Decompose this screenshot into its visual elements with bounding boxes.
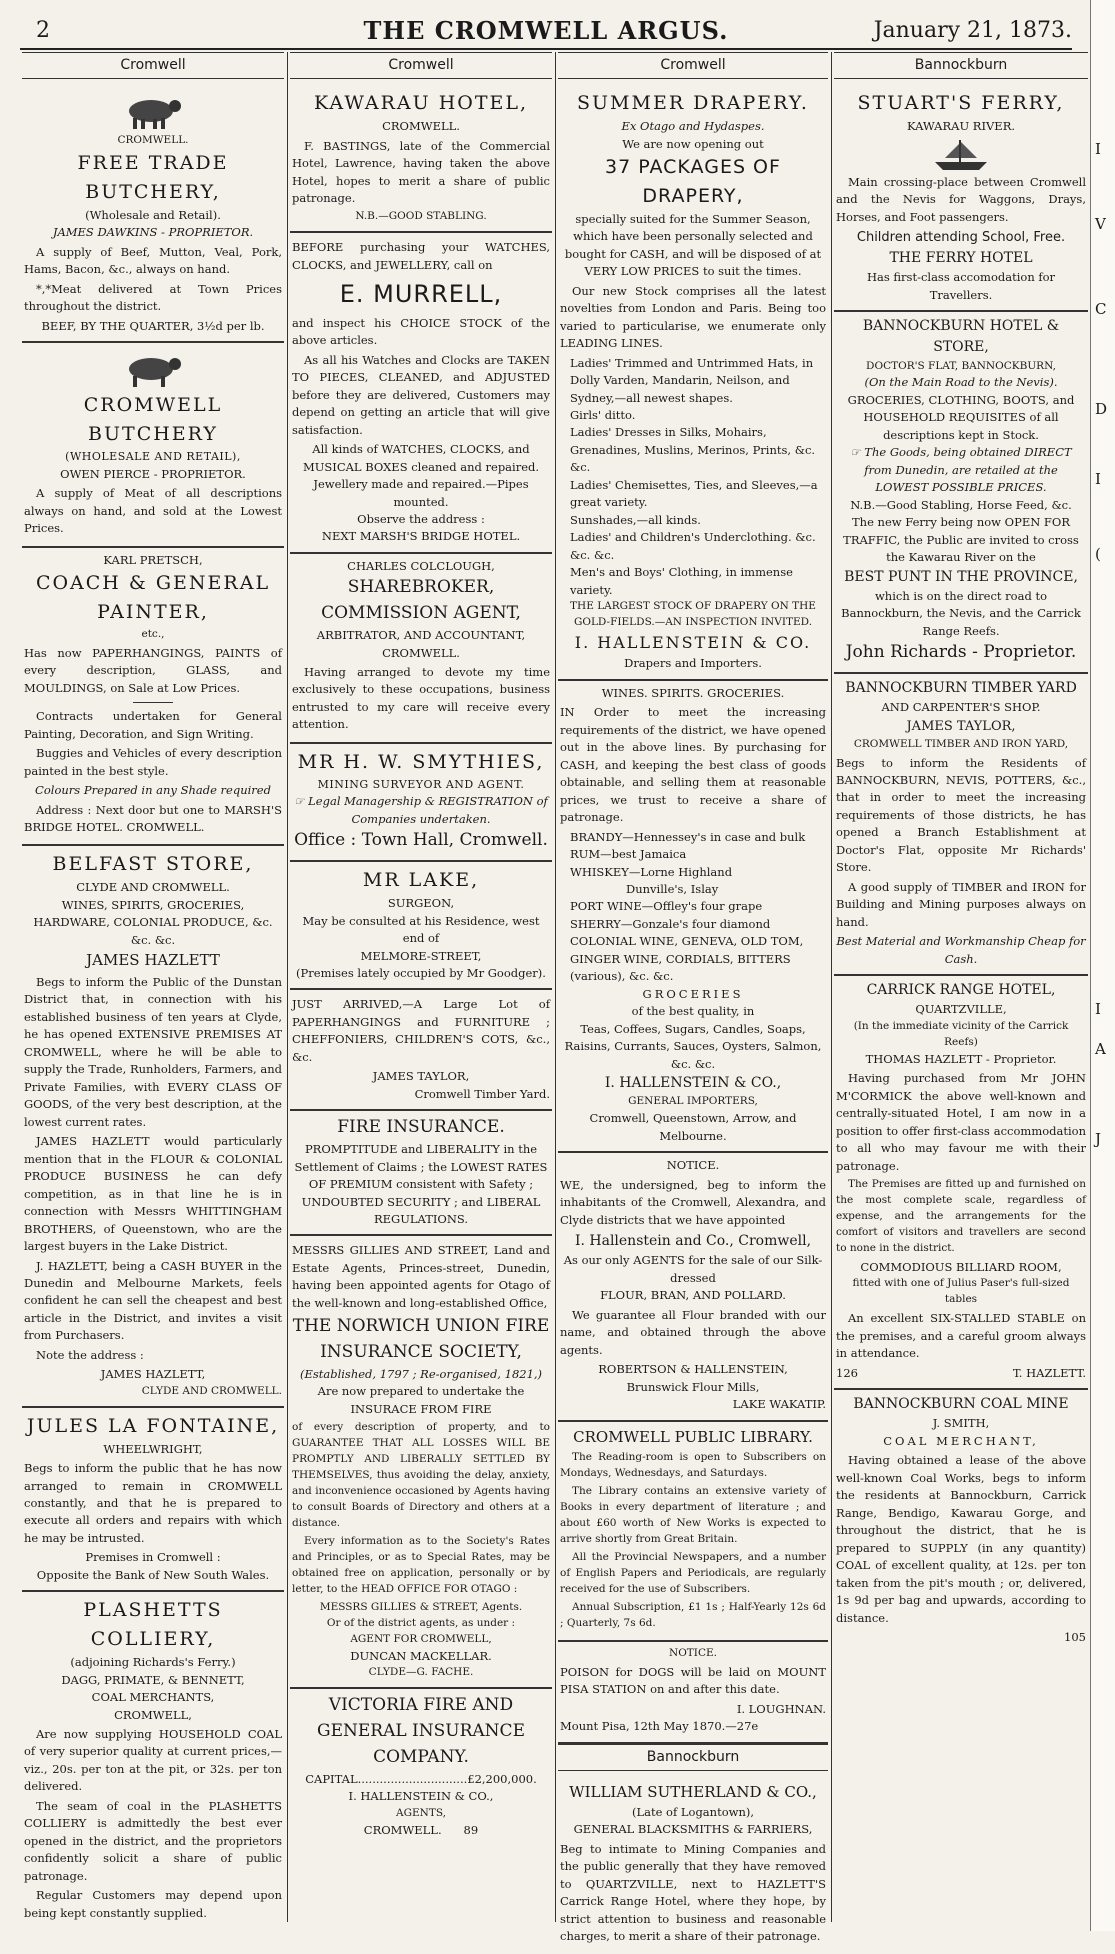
list-item: WHISKEY—Lorne Highland [570,864,733,879]
place: CROMWELL. [117,134,189,147]
ad-signature: LAKE WAKATIP. [732,1397,826,1412]
ad-nb: N.B.—GOOD STABLING. [355,210,487,223]
ad-trade: COAL MERCHANT, [883,1433,1039,1448]
column-rule [831,52,832,1922]
ad-title: BANNOCKBURN COAL MINE [853,1396,1069,1413]
ad-title: WILLIAM SUTHERLAND & CO., [569,1783,817,1802]
ad-body: We guarantee all Flour branded with our name, and obtained through the above agents. [560,1307,826,1357]
ad-body: A supply of Beef, Mutton, Veal, Pork, Hams, Bacon, &c., always on hand. [24,244,282,277]
item-list [560,355,826,600]
ad-body: The Reading-room is open to Subscribers on Mondays, Wednesdays, and Saturdays. [560,1451,826,1480]
ad-plashetts-colliery [22,1592,284,1930]
ad-body: Begs to inform the Public of the Dunstan District that, in connection with his established business of ten years at Clyde, he has opened EXTENSIVE PREMISES AT CROMWELL, where he will be able to supply the Trade, Runholders, Farmers, and Private Families, with EVERY CLASS OF GOODS, of the very best description, at the lowest current rates. [24,975,282,1129]
ad-sub: CLYDE AND CROMWELL. [76,880,230,895]
ad-body: Contracts undertaken for General Painting, Decoration, and Sign Writing. [24,709,282,741]
ad-title: FREE TRADE BUTCHERY, [77,152,229,204]
column-header: Bannockburn [834,52,1088,79]
ad-title: BANNOCKBURN TIMBER YARD [845,680,1077,697]
ad-body: All kinds of WATCHES, CLOCKS, and MUSICAL BOXES cleaned and repaired. [302,442,540,474]
ad-children: Children attending School, Free. [856,230,1066,246]
ad-gillies-street [290,1236,552,1689]
ad-signature: ROBERTSON & HALLENSTEIN, [598,1362,788,1377]
list-item: Ladies' Dresses in Silks, Mohairs, Grenadines, Muslins, Merinos, Prints, &c. &c. [570,425,816,475]
ad-body: POISON for DOGS will be laid on MOUNT PISA STATION on and after this date. [560,1664,826,1697]
ad-best: of the best quality, in [631,1004,755,1019]
ad-wines-spirits [558,681,828,1153]
ad-sub: DOCTOR'S FLAT, BANNOCKBURN, [866,359,1056,372]
ad-title: CROMWELL BUTCHERY [83,394,223,446]
ad-yard: CROMWELL TIMBER AND IRON YARD, [853,737,1069,750]
ad-proprietor: THOMAS HAZLETT - Proprietor. [865,1051,1057,1066]
ad-premises: Premises in Cromwell : [85,1550,221,1565]
ad-coal-mine [834,1390,1088,1652]
ad-address: NEXT MARSH'S BRIDGE HOTEL. [321,529,521,544]
list-item: Men's and Boys' Clothing, in immense variety. [570,565,793,597]
ad-vicinity: (In the immediate vicinity of the Carrick Reefs) [853,1019,1069,1048]
ad-groceries: GROCERIES [642,986,744,1001]
ad-body: Jewellery made and repaired.—Pipes mounted. [313,477,529,509]
ad-address: Address : Next door but one to MARSH'S BRIDGE HOTEL. CROMWELL. [24,802,282,834]
ad-ferry: The new Ferry being now OPEN FOR TRAFFIC, the Public are invited to cross the Kawarau River on the [843,515,1079,565]
ad-firm: I. HALLENSTEIN & CO., [604,1075,782,1092]
ad-body: Main crossing-place between Cromwell and the Nevis for Waggons, Drays, Horses, and Foot passengers. [836,174,1086,224]
ad-place: CROMWELL. [382,645,460,660]
ad-title: MR H. W. SMYTHIES, [297,750,545,773]
column-rule [287,52,288,1922]
list-item: Ladies' and Children's Underclothing. &c. &c. &c. [570,530,816,562]
ad-header: NOTICE. [666,1158,720,1173]
ad-punt: BEST PUNT IN THE PROVINCE, [844,568,1078,585]
ad-place: Cromwell Timber Yard. [414,1086,550,1101]
ad-name: JAMES HAZLETT [86,951,220,970]
ad-body: PROMPTITUDE and LIBERALITY in the Settlement of Claims ; the LOWEST RATES OF PREMIUM consistent with Safety ; UNDOUBTED SECURITY ; and LIBERAL REGULATIONS. [294,1142,548,1226]
ad-body: As all his Watches and Clocks are TAKEN TO PIECES, CLEANED, and ADJUSTED before they are delivered, Customers may depend on getting an article that will give satisfaction. [292,352,550,437]
ad-established: (Established, 1797 ; Re-organised, 1821,) [299,1366,543,1381]
column-rule [555,52,556,1922]
ad-places: Cromwell, Queenstown, Arrow, and Melbourne. [589,1111,797,1143]
list-item: Dunville's, Islay [626,881,719,896]
list-item: Ladies' Trimmed and Untrimmed Hats, in Dolly Varden, Mandarin, Neilson, and Sydney,—all newest shapes. [570,355,814,405]
ad-trade: WHEELWRIGHT, [103,1441,203,1456]
ad-body: Beg to intimate to Mining Companies and the public generally that they have removed to QUARTZVILLE, next to HAZLETT'S Carrick Range Hotel, where they hope, by strict attention to business and reasonable charges, to merit a share of their patronage. [560,1841,826,1944]
ad-cromwell-butchery [22,343,284,547]
ad-goods: WINES, SPIRITS, GROCERIES, HARDWARE, COLONIAL PRODUCE, &c. &c. &c. [33,897,273,947]
ad-legal: ☞ Legal Managership & REGISTRATION of Companies undertaken. [294,794,548,826]
ad-place [292,1822,550,1839]
ad-firm-sub: GENERAL IMPORTERS, [628,1095,758,1108]
ship-icon [931,138,991,172]
ad-billiard-sub: fitted with one of Julius Paser's full-sized tables [852,1277,1070,1306]
ad-body: F. BASTINGS, late of the Commercial Hotel, Lawrence, having taken the above Hotel, hopes to merit a share of public patronage. [292,138,550,206]
ad-notice-flour [558,1153,828,1421]
column-header: Cromwell [558,52,828,79]
ad-largest: THE LARGEST STOCK OF DRAPERY ON THE GOLD-FIELDS.—AN INSPECTION INVITED. [570,600,816,629]
ad-murrell [290,233,552,554]
page-number: 2 [36,18,50,43]
ad-etc: etc., [141,627,165,640]
ad-title: SHAREBROKER, COMMISSION AGENT, [321,577,521,624]
ad-body: The Library contains an extensive variety of Books in every department of literature ; and about £60 worth of New Works is expected to arrive shortly from Great Britain. [560,1485,826,1546]
ad-title: KAWARAU HOTEL, [313,92,529,115]
ad-firm: I. Hallenstein and Co., Cromwell, [574,1233,812,1250]
ad-body: WE, the undersigned, beg to inform the inhabitants of the Cromwell, Alexandra, and Clyde districts that we have appointed [560,1177,826,1227]
ad-body: and inspect his CHOICE STOCK of the above articles. [292,315,550,348]
ad-body: INSURACE FROM FIRE [350,1401,492,1416]
ad-number: 126 [836,1365,858,1380]
ad-list: Teas, Coffees, Sugars, Candles, Soaps, Raisins, Currants, Sauces, Oysters, Salmon, &c. &c. [564,1021,822,1071]
ad-body: A supply of Meat of all descriptions always on hand, and sold at the Lowest Prices. [24,486,282,536]
ad-body: JAMES HAZLETT would particularly mention that in the FLOUR & COLONIAL PRODUCE BUSINESS he can defy competition, as in that line he is in connection with Messrs WHITTINGHAM BROTHERS, of Queenstown, who are the largest buyers in the Lake District. [24,1134,282,1254]
ad-location: Opposite the Bank of New South Wales. [36,1567,270,1582]
ad-mr-lake [290,862,552,990]
column-header: Cromwell [22,52,284,79]
ad-signature: I. LOUGHNAN. [736,1701,826,1716]
ad-name: KARL PRETSCH, [103,552,203,567]
ad-agents: AGENTS, [396,1806,446,1819]
edge-letter: A [1095,1040,1106,1058]
edge-letter: C [1095,300,1107,318]
ad-title: BANNOCKBURN HOTEL & STORE, [862,317,1060,356]
edge-letter: V [1095,215,1106,233]
ad-title: CARRICK RANGE HOTEL, [866,982,1056,999]
ad-header: NOTICE. [669,1646,717,1659]
proprietor: OWEN PIERCE - PROPRIETOR. [60,466,246,481]
ad-body: Our new Stock comprises all the latest novelties from London and Paris. Being too varied to particularise, we enumerate only LEADING LINES. [560,283,826,351]
ad-title: FIRE INSURANCE. [337,1117,505,1138]
ad-body: An excellent SIX-STALLED STABLE on the premises, and a careful groom always in attendance. [836,1311,1086,1361]
ad-proprietor: John Richards - Proprietor. [845,642,1077,663]
ad-poison-notice [558,1642,828,1744]
ad-hotel: THE FERRY HOTEL [889,249,1033,266]
ad-public-library [558,1422,828,1642]
ad-firm: I. HALLENSTEIN & CO. [574,633,812,653]
ad-title: JULES LA FONTAINE, [26,1414,280,1437]
masthead [20,14,1072,50]
ad-bannockburn-hotel [834,312,1088,674]
ad-pretsch-painter [22,548,284,847]
ad-body: specially suited for the Summer Season, which have been personally selected and bought for CASH, and will be disposed of at VERY LOW PRICES to suit the times. [564,211,822,279]
bull-icon [121,91,185,131]
ad-body: Every information as to the Society's Rates and Principles, or as to Special Rates, may be obtained free on application, personally or by letter, to the HEAD OFFICE FOR OTAGO : [292,1535,550,1595]
proprietor: JAMES DAWKINS - PROPRIETOR. [52,225,254,240]
ad-street: MELMORE-STREET, [360,948,482,963]
ad-sub: AND CARPENTER'S SHOP. [881,700,1041,715]
ad-stuarts-ferry [834,85,1088,312]
ad-sub: (WHOLESALE AND RETAIL), [65,450,241,463]
column-3 [558,52,828,1944]
ad-title: ARBITRATOR, AND ACCOUNTANT, [316,628,526,643]
ad-body: Having arranged to devote my time exclusively to these occupations, business entrusted to my care will receive every attention. [292,665,550,732]
ad-title: PLASHETTS COLLIERY, [83,1599,223,1651]
ad-body: Begs to inform the public that he has now arranged to remain in CROMWELL constantly, and that he is prepared to execute all orders and repairs with which he may be intrusted. [24,1461,282,1545]
ad-la-fontaine [22,1408,284,1593]
ad-office: Office : Town Hall, Cromwell. [294,830,548,851]
ad-place: CROMWELL, [114,1707,192,1722]
ad-body: The Premises are fitted up and furnished on the most complete scale, regardless of expense, and the arrangements for the comfort of visitors and travellers are second to none in the district. [836,1178,1086,1254]
ad-premises: (Premises lately occupied by Mr Goodger). [296,965,546,980]
ad-body: IN Order to meet the increasing requirements of the district, we have opened out in the above lines. By purchasing for CASH, and keeping the best class of goods obtainable, and selling them at reasonable prices, we trust to receive a share of patronage. [560,705,826,825]
issue-date: January 21, 1873. [873,18,1072,43]
ad-goods: FLOUR, BRAN, AND POLLARD. [600,1288,786,1303]
list-item: Ladies' Chemisettes, Ties, and Sleeves,—a great variety. [570,477,818,510]
ad-note: Note the address : [36,1347,144,1362]
ad-body: JUST ARRIVED,—A Large Lot of PAPERHANGINGS and FURNITURE ; CHEFFONIERS, CHILDREN'S COTS, &c., &c. [292,997,550,1064]
list-item: RUM—best Jamaica [570,847,687,862]
edge-letter: I [1095,140,1101,158]
ad-body: Are now prepared to undertake the [317,1384,525,1399]
ad-colclough [290,554,552,744]
price: BEEF, BY THE QUARTER, 3½d per lb. [41,318,265,333]
ad-footer [836,1365,1086,1382]
ad-header: WINES. SPIRITS. GROCERIES. [601,685,785,700]
ad-title: BELFAST STORE, [52,853,254,876]
ad-packages: 37 PACKAGES OF DRAPERY, [605,156,781,207]
ad-road: (On the Main Road to the Nevis). [864,375,1058,390]
ad-billiard: COMMODIOUS BILLIARD ROOM, [860,1259,1062,1274]
ad-carrick-range-hotel [834,976,1088,1390]
edge-letter: I [1095,470,1101,488]
ad-signature: JAMES HAZLETT, [100,1367,206,1382]
ad-agent-for: AGENT FOR CROMWELL, [350,1632,492,1645]
ad-firm-sub: Drapers and Importers. [624,656,762,671]
ad-body: As our only AGENTS for the sale of our Silk-dressed [563,1253,823,1285]
ad-name: J. SMITH, [932,1416,990,1431]
ad-body: Having purchased from Mr JOHN M'CORMICK the above well-known and centrally-situated Hotel, I am now in a position to offer first-class accommodation to all who may favour me with their patronage. [836,1071,1086,1173]
ad-free-trade-butchery [22,85,284,343]
column-header: Cromwell [290,52,552,79]
ad-best: Best Material and Workmanship Cheap for Cash. [836,934,1086,966]
ad-open: We are now opening out [622,136,764,151]
list-item: PORT WINE—Offley's four grape [570,899,763,914]
ad-body: Annual Subscription, £1 1s ; Half-Yearly 12s 6d ; Quarterly, 7s 6d. [560,1601,826,1629]
ad-firm: DAGG, PRIMATE, & BENNETT, [61,1672,245,1687]
ad-signature-place: CLYDE AND CROMWELL. [141,1384,282,1397]
ad-place-name: CROMWELL. [363,1822,442,1837]
list-item: SHERRY—Gonzale's four diamond [570,916,771,931]
ad-name: JAMES TAYLOR, [906,718,1016,734]
bull-icon [121,349,185,389]
ad-smythies [290,744,552,862]
ad-body: All the Provincial Newspapers, and a number of English Papers and Periodicals, are regularly received for the use of Subscribers. [560,1551,826,1596]
ad-name: CHARLES COLCLOUGH, [347,558,495,573]
list-item: Girls' ditto. [570,407,636,422]
ad-signature: T. HAZLETT. [1012,1365,1086,1380]
adjacent-page-edge [1090,0,1115,1931]
ad-fire-insurance [290,1111,552,1236]
ad-summer-drapery [558,85,828,681]
edge-letter: J [1095,1130,1102,1148]
ad-date: Mount Pisa, 12th May 1870.—27e [560,1719,759,1734]
ad-kawarau-hotel [290,85,552,233]
column-1 [22,52,284,1922]
ad-title: VICTORIA FIRE AND GENERAL INSURANCE COMPANY. [317,1695,525,1767]
ad-sub: (adjoining Richards's Ferry.) [70,1655,236,1670]
ad-timber-yard [834,674,1088,976]
edge-letter: ( [1095,545,1101,563]
ad-sub: SURGEON, [387,896,455,911]
ad-body: Are now supplying HOUSEHOLD COAL of very superior quality at current prices,—viz., 20s. per ton at the pit, or 32s. per ton delivered. [24,1726,282,1794]
ad-body: The seam of coal in the PLASHETTS COLLIERY is admittedly the best ever opened in the district, and the proprietors confidently solicit a share of public patronage. [24,1798,282,1883]
ad-observe: Observe the address : [357,512,485,526]
ad-or: Or of the district agents, as under : [326,1616,516,1629]
ad-goods: GROCERIES, CLOTHING, BOOTS, and HOUSEHOLD REQUISITES of all descriptions kept in Stock. [847,392,1075,442]
list-item: COLONIAL WINE, GENEVA, OLD TOM, GINGER WINE, CORDIALS, BITTERS (various), &c. &c. [570,934,804,984]
ad-clyde: CLYDE—G. FACHE. [368,1666,474,1679]
ad-place: CROMWELL. [382,119,460,134]
ad-trade: GENERAL BLACKSMITHS & FARRIERS, [573,1822,813,1837]
ad-colours: Colours Prepared in any Shade required [35,783,271,798]
edge-letter: D [1095,400,1108,418]
ad-agents: MESSRS GILLIES & STREET, Agents. [319,1600,523,1613]
ad-title: MR LAKE, [362,869,480,892]
ad-sub: QUARTZVILLE, [915,1002,1007,1017]
ad-ex: Ex Otago and Hydaspes. [621,119,765,134]
newspaper-title: THE CROMWELL ARGUS. [363,16,729,45]
ad-title: STUART'S FERRY, [857,92,1065,115]
ad-body: of every description of property, and to GUARANTEE THAT ALL LOSSES WILL BE PROMPTLY AND LIBERALLY SETTLED BY THEMSELVES, thus avoiding the delay, anxiety, and inconvenience occasioned by Agents having to consult Boards of Directory and others at a distance. [292,1421,550,1530]
ad-sub: MINING SURVEYOR AND AGENT. [317,777,525,791]
column-2 [290,52,552,1922]
ad-title: COACH & GENERAL PAINTER, [35,572,271,623]
ad-signature: Brunswick Flour Mills, [626,1379,760,1394]
ad-body: Having obtained a lease of the above well-known Coal Works, begs to inform the residents at Bannockburn, Carrick Range, Bendigo, Kawarau Gorge, and throughout the district, that he is prepared to SUPPLY (in any quantity) COAL of excellent quality, at 12s. per ton taken from the pit's mouth ; or, delivered, 1s 9d per bag and upwards, according to distance. [836,1453,1086,1625]
ad-body: Regular Customers may depend upon being kept constantly supplied. [24,1888,282,1920]
ad-direct: ☞ The Goods, being obtained DIRECT from Dunedin, are retailed at the LOWEST POSSIBLE PRICES. [850,445,1072,495]
ad-agent: DUNCAN MACKELLAR. [350,1648,492,1663]
ad-sub: (Late of Logantown), [631,1804,755,1819]
ad-punt-sub: which is on the direct road to Bannockburn, the Nevis, and the Carrick Range Reefs. [841,588,1081,638]
ad-belfast-store [22,846,284,1407]
edge-letter: I [1095,1000,1101,1018]
column-4 [834,52,1088,1922]
ad-number: 105 [1064,1630,1086,1644]
ad-sub: KAWARAU RIVER. [906,119,1016,134]
ad-victoria-fire [290,1689,552,1845]
ad-name: JAMES TAYLOR, [372,1069,470,1084]
ad-firm: COAL MERCHANTS, [91,1690,215,1705]
item-list [560,829,826,986]
ad-sutherland [558,1777,828,1954]
ad-capital: CAPITAL..............................£2,200,000. [305,1771,537,1786]
list-item: BRANDY—Hennessey's in case and bulk [570,829,806,844]
list-item: Sunshades,—all kinds. [570,512,701,527]
ad-intro: MESSRS GILLIES AND STREET, Land and Estate Agents, Princes-street, Dunedin, having been appointed agents for Otago of the well-known and long-established Office, [292,1243,550,1310]
ad-agent: I. HALLENSTEIN & CO., [348,1789,494,1804]
ad-nb: N.B.—Good Stabling, Horse Feed, &c. [850,497,1072,512]
ad-society: THE NORWICH UNION FIRE INSURANCE SOCIETY, [292,1316,550,1363]
ad-title: CROMWELL PUBLIC LIBRARY. [573,1427,813,1446]
ad-body: Has now PAPERHANGINGS, PAINTS of every description, GLASS, and MOULDINGS, on Sale at Low Prices. [24,645,282,695]
ad-body: Begs to inform the Residents of BANNOCKBURN, NEVIS, POTTERS, &c., that in order to meet the increasing requirements of those districts, he has opened a Branch Establishment at Doctor's Flat, opposite Mr Richards' Store. [836,755,1086,875]
ad-body: May be consulted at his Residence, west end of [302,913,540,946]
ad-body: A good supply of TIMBER and IRON for Building and Mining purposes always on hand. [836,879,1086,929]
ad-note: *,*Meat delivered at Town Prices throughout the district. [24,281,282,314]
ad-hotel-sub: Has first-class accomodation for Travellers. [866,270,1056,302]
column-header: Bannockburn [558,1744,828,1771]
ad-just-arrived [290,990,552,1111]
ad-title: SUMMER DRAPERY. [577,92,809,115]
ad-intro: BEFORE purchasing your WATCHES, CLOCKS, and JEWELLERY, call on [292,240,550,272]
ad-number: 89 [463,1822,479,1837]
ad-sub: (Wholesale and Retail). [85,207,221,222]
ad-body: J. HAZLETT, being a CASH BUYER in the Dunedin and Melbourne Markets, feels confident he can sell the cheapest and best article in the District, and invites a visit from Purchasers. [24,1258,282,1343]
ad-body: Buggies and Vehicles of every description painted in the best style. [24,746,282,778]
ad-name: E. MURRELL, [339,280,503,309]
